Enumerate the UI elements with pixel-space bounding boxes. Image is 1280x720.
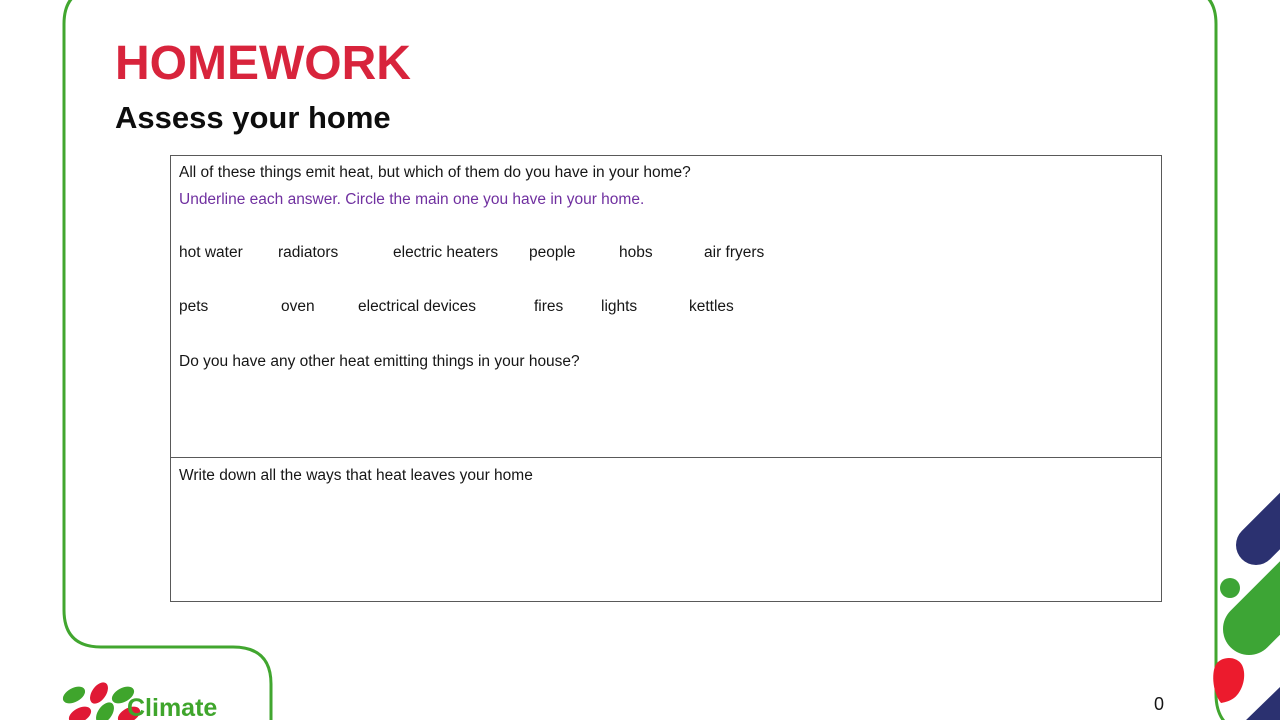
page-number: 0 [1154,694,1165,714]
green-dot-icon [1220,578,1240,598]
word-lights: lights [601,298,638,315]
word-hot-water: hot water [179,244,243,261]
navy-corner-icon [1244,687,1280,720]
word-people: people [529,244,576,261]
green-capsule-icon [1249,543,1280,629]
word-fires: fires [534,298,564,315]
word-oven: oven [281,298,315,315]
worksheet-cell-heat-emitters [171,156,1161,458]
page-title: HOMEWORK [115,37,411,90]
word-hobs: hobs [619,244,653,261]
word-electrical-devices: electrical devices [358,298,477,315]
cell2-prompt: Write down all the ways that heat leaves your home [179,467,533,484]
cell1-question: Do you have any other heat emitting things in your house? [179,353,580,370]
cell1-instruction: Underline each answer. Circle the main one you have in your home. [179,191,645,208]
worksheet-table [170,155,1162,602]
climate-schools-logo [55,680,305,720]
logo-wordmark: Climate [127,694,218,720]
word-pets: pets [179,298,209,315]
word-electric-heaters: electric heaters [393,244,499,261]
cell1-prompt: All of these things emit heat, but which of them do you have in your home? [179,164,691,181]
word-radiators: radiators [278,244,339,261]
frame-border-right-icon [1180,0,1229,720]
word-air-fryers: air fryers [704,244,765,261]
red-petal-icon [1213,658,1244,703]
navy-capsule-icon [1256,471,1280,545]
page-subtitle: Assess your home [115,100,391,135]
worksheet-cell-heat-loss [171,458,1161,601]
word-kettles: kettles [689,298,734,315]
